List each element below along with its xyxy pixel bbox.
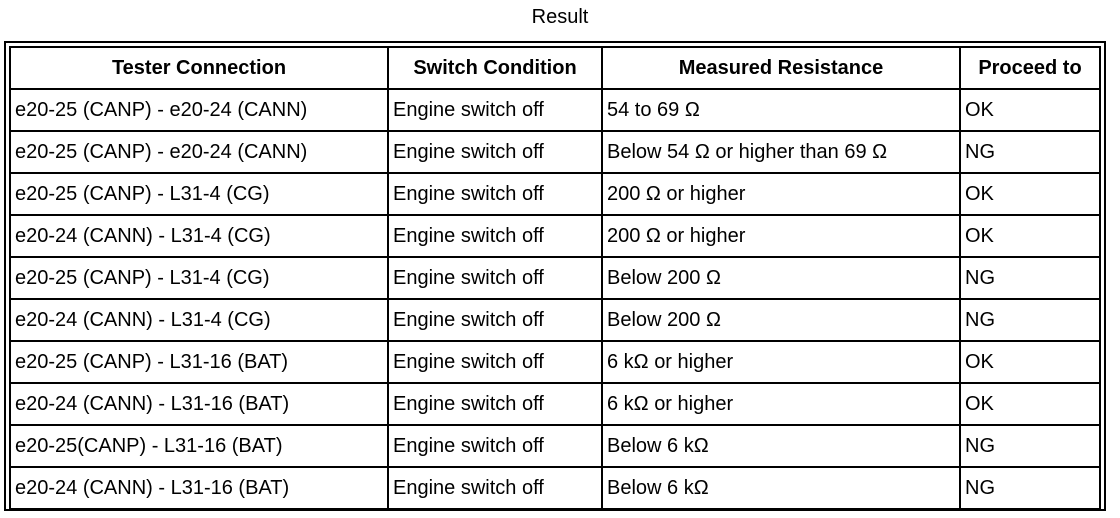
table-row <box>10 341 1100 383</box>
cell-switch-condition: Engine switch off <box>388 257 602 299</box>
cell-proceed-to: OK <box>960 89 1100 131</box>
cell-switch-condition: Engine switch off <box>388 467 602 509</box>
table-caption: Result <box>531 6 589 28</box>
cell-tester-connection: e20-25(CANP) - L31-16 (BAT) <box>10 425 388 467</box>
cell-switch-condition: Engine switch off <box>388 131 602 173</box>
cell-tester-connection: e20-24 (CANN) - L31-16 (BAT) <box>10 383 388 425</box>
cell-tester-connection: e20-25 (CANP) - L31-4 (CG) <box>10 257 388 299</box>
table-row <box>10 215 1100 257</box>
cell-proceed-to: NG <box>960 257 1100 299</box>
cell-tester-connection: e20-25 (CANP) - e20-24 (CANN) <box>10 131 388 173</box>
header-tester-connection: Tester Connection <box>10 47 388 89</box>
cell-measured-resistance: Below 54 Ω or higher than 69 Ω <box>602 131 960 173</box>
cell-measured-resistance: 6 kΩ or higher <box>602 383 960 425</box>
cell-switch-condition: Engine switch off <box>388 341 602 383</box>
cell-switch-condition: Engine switch off <box>388 425 602 467</box>
cell-measured-resistance: Below 200 Ω <box>602 299 960 341</box>
cell-proceed-to: NG <box>960 467 1100 509</box>
header-switch-condition: Switch Condition <box>388 47 602 89</box>
table-row <box>10 173 1100 215</box>
header-measured-resistance: Measured Resistance <box>602 47 960 89</box>
cell-measured-resistance: Below 6 kΩ <box>602 467 960 509</box>
cell-switch-condition: Engine switch off <box>388 173 602 215</box>
cell-proceed-to: OK <box>960 173 1100 215</box>
cell-proceed-to: NG <box>960 425 1100 467</box>
header-proceed-to: Proceed to <box>960 47 1100 89</box>
cell-tester-connection: e20-25 (CANP) - L31-4 (CG) <box>10 173 388 215</box>
cell-proceed-to: NG <box>960 299 1100 341</box>
cell-switch-condition: Engine switch off <box>388 215 602 257</box>
cell-switch-condition: Engine switch off <box>388 299 602 341</box>
cell-proceed-to: OK <box>960 341 1100 383</box>
table-row <box>10 131 1100 173</box>
cell-tester-connection: e20-24 (CANN) - L31-16 (BAT) <box>10 467 388 509</box>
table-row <box>10 383 1100 425</box>
cell-measured-resistance: Below 6 kΩ <box>602 425 960 467</box>
cell-tester-connection: e20-24 (CANN) - L31-4 (CG) <box>10 215 388 257</box>
table-row <box>10 425 1100 467</box>
table-row <box>10 89 1100 131</box>
cell-switch-condition: Engine switch off <box>388 383 602 425</box>
cell-switch-condition: Engine switch off <box>388 89 602 131</box>
result-table-frame <box>4 41 1106 511</box>
cell-tester-connection: e20-25 (CANP) - e20-24 (CANN) <box>10 89 388 131</box>
cell-measured-resistance: Below 200 Ω <box>602 257 960 299</box>
table-header-row <box>10 47 1100 89</box>
cell-proceed-to: OK <box>960 215 1100 257</box>
cell-measured-resistance: 6 kΩ or higher <box>602 341 960 383</box>
cell-proceed-to: OK <box>960 383 1100 425</box>
cell-tester-connection: e20-24 (CANN) - L31-4 (CG) <box>10 299 388 341</box>
cell-measured-resistance: 200 Ω or higher <box>602 215 960 257</box>
table-row <box>10 467 1100 509</box>
cell-tester-connection: e20-25 (CANP) - L31-16 (BAT) <box>10 341 388 383</box>
cell-proceed-to: NG <box>960 131 1100 173</box>
cell-measured-resistance: 200 Ω or higher <box>602 173 960 215</box>
result-table <box>9 46 1101 510</box>
table-row <box>10 257 1100 299</box>
table-row <box>10 299 1100 341</box>
cell-measured-resistance: 54 to 69 Ω <box>602 89 960 131</box>
